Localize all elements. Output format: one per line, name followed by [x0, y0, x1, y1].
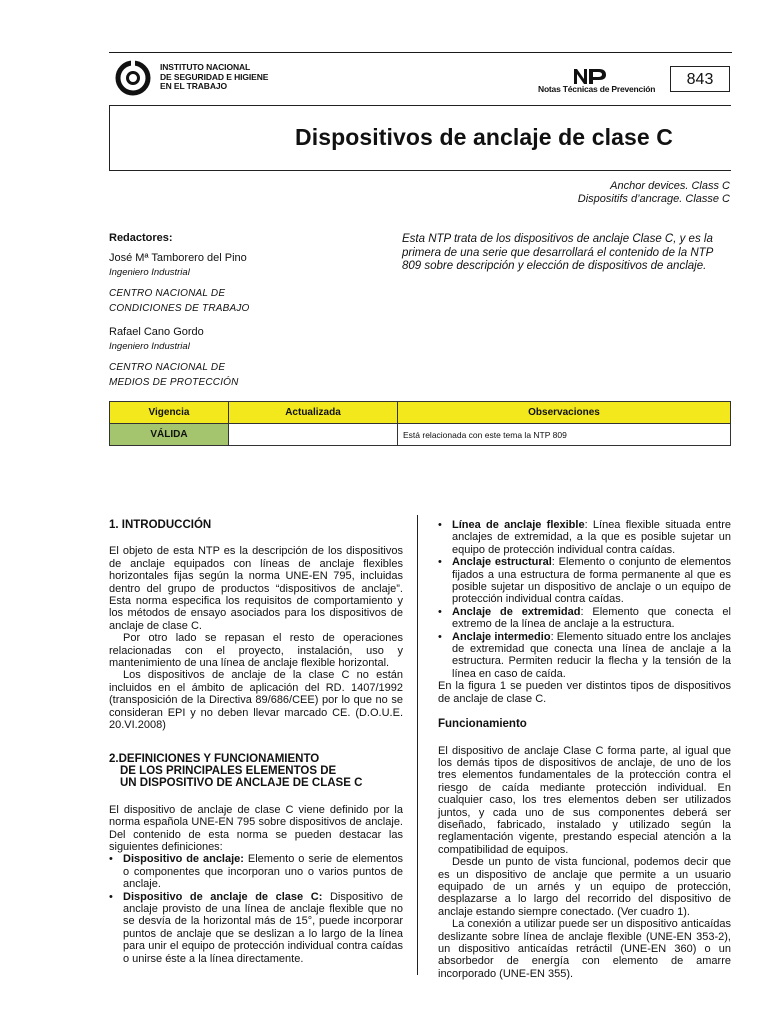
paragraph: Desde un punto de vista funcional, podemos decir que es un dispositivo de anclaje que permite a un usuario equipado de un arnés y un equipo de protección, desplazarse a lo largo del recorrido del dispositivo de anclaje estando siempre conectado. (Ver cuadro 1).: [438, 856, 731, 918]
left-column: [109, 519, 403, 965]
institute-name: INSTITUTO NACIONAL DE SEGURIDAD E HIGIENE EN EL TRABAJO: [160, 62, 269, 91]
right-column: [438, 519, 731, 980]
author-role: Ingeniero Industrial: [109, 341, 190, 352]
section-2-title-line: DE LOS PRINCIPALES ELEMENTOS DE: [120, 764, 337, 777]
section-1-title: 1. INTRODUCCIÓN: [109, 519, 212, 531]
table-header-row: [110, 402, 731, 424]
header-observaciones: Observaciones: [398, 402, 731, 424]
ntp-number: 843: [670, 66, 730, 92]
author-center: CENTRO NACIONAL DE CONDICIONES DE TRABAJO: [109, 288, 250, 314]
list-item: • Anclaje de extremidad: Elemento que conecta el extremo de la línea de anclaje a la estructura.: [438, 605, 731, 631]
section-2-title-line: 2.DEFINICIONES Y FUNCIONAMIENTO: [109, 752, 320, 765]
paragraph: Los dispositivos de anclaje de la clase C no están incluidos en el ámbito de aplicación del RD. 1407/1992 (transposición de la Directiva 89/686/CEE) por lo que no se consideran EPI y no deben llevar marcado CE. (D.O.U.E. 20.VI.2008): [109, 669, 403, 732]
section-2-title-line: UN DISPOSITIVO DE ANCLAJE DE CLASE C: [120, 777, 363, 790]
series-label: Notas Técnicas de Prevención: [538, 84, 656, 94]
bullet-icon: •: [438, 630, 442, 643]
bullet-icon: •: [109, 890, 113, 903]
author-name: José Mª Tamborero del Pino: [109, 252, 247, 264]
abstract: Esta NTP trata de los dispositivos de anclaje Clase C, y es la primera de una serie que desarrollará el contenido de la NTP 809 sobre descripción y elección de dispositivos de anclaje.: [402, 233, 713, 272]
paragraph: Por otro lado se repasan el resto de operaciones relacionadas con el proyecto, instalación, uso y mantenimiento de una línea de anclaje flexible horizontal.: [109, 632, 403, 670]
bullet-icon: •: [109, 853, 113, 866]
bullet-icon: •: [438, 605, 442, 618]
column-divider: [417, 515, 418, 975]
author-center: CENTRO NACIONAL DE MEDIOS DE PROTECCIÓN: [109, 362, 239, 388]
bullet-icon: •: [438, 556, 442, 569]
paragraph: El dispositivo de anclaje de clase C viene definido por la norma española UNE-EN 795 sobre dispositivos de anclaje. Del contenido de esta norma se pueden destacar las siguientes definiciones:: [109, 803, 403, 853]
authors-heading: Redactores:: [109, 232, 173, 244]
paragraph: En la figura 1 se pueden ver distintos tipos de dispositivos de anclaje de clase C.: [438, 680, 731, 705]
paragraph: La conexión a utilizar puede ser un dispositivo anticaídas deslizante sobre línea de anclaje flexible (UNE-EN 353-2), un dispositivo anticaídas retráctil (UNE-EN 360) o un absorbedor de energía con elemento de amarre incorporado (UNE-EN 355).: [438, 918, 731, 980]
list-item: • Anclaje estructural: Elemento o conjunto de elementos fijados a una estructura de forma permanente al que es posible sujetar un dispositivo de anclaje o un equipo de protección individual contra caídas.: [438, 556, 731, 606]
list-item: • Dispositivo de anclaje de clase C: Dispositivo de anclaje provisto de una línea de anclaje flexible que no se desvía de la horizontal más de 15°, puede incorporar puntos de anclaje que se deslizan a lo largo de la línea para unir el equipo de protección individual contra caídas o unirse éste a la línea directamente.: [109, 890, 403, 965]
bullet-icon: •: [438, 519, 442, 531]
header-vigencia: Vigencia: [110, 402, 229, 424]
paragraph: El dispositivo de anclaje Clase C forma parte, al igual que los demás tipos de dispositivos de anclaje, de uno de los tres elementos fundamentales de la protección contra el riesgo de caída mediante protección individual. En cualquier caso, los tres elementos deben ser utilizados juntos, y cada uno de sus componentes deberá ser diseñado, fabricado, instalado y utilizado según la reglamentación vigente, prestando especial atención a la compatibilidad de equipos.: [438, 744, 731, 856]
document-title: Dispositivos de anclaje de clase C: [295, 124, 673, 150]
author-name: Rafael Cano Gordo: [109, 326, 204, 338]
table-row: [110, 424, 731, 446]
french-title: Dispositifs d’ancrage. Classe C: [577, 193, 730, 205]
list-item: • Línea de anclaje flexible: Línea flexible situada entre anclajes de extremidad, a la que es posible sujetar un equipo de protección individual contra caídas.: [438, 519, 731, 556]
status-badge: VÁLIDA: [110, 424, 229, 446]
insht-logo-icon: [115, 60, 151, 96]
header-actualizada: Actualizada: [229, 402, 398, 424]
list-item: • Anclaje intermedio: Elemento situado entre los anclajes de extremidad que conecta una línea de anclaje a la estructura. Permiten reducir la flecha y la tensión de la línea en caso de caída.: [438, 630, 731, 680]
paragraph: El objeto de esta NTP es la descripción de los dispositivos de anclaje equipados con líneas de anclaje flexibles horizontales fijas según la norma UNE-EN 795, incluidas dentro del grupo de productos “dispositivos de anclaje”. Esta norma especifica los requisitos de comportamiento y los métodos de ensayo asociados para los dispositivos de anclaje de clase C.: [109, 545, 403, 632]
updated-cell: [229, 424, 398, 446]
list-item: • Dispositivo de anclaje: Elemento o serie de elementos o componentes que incorporan uno o varios puntos de anclaje.: [109, 853, 404, 891]
english-title: Anchor devices. Class C: [610, 180, 730, 192]
author-role: Ingeniero Industrial: [109, 267, 190, 278]
subsection-title: Funcionamiento: [438, 718, 527, 731]
observations-cell: Está relacionada con este tema la NTP 809: [398, 424, 731, 446]
top-rule: [109, 52, 732, 53]
ntp-logo-icon: [572, 66, 610, 86]
status-table: [109, 401, 731, 446]
